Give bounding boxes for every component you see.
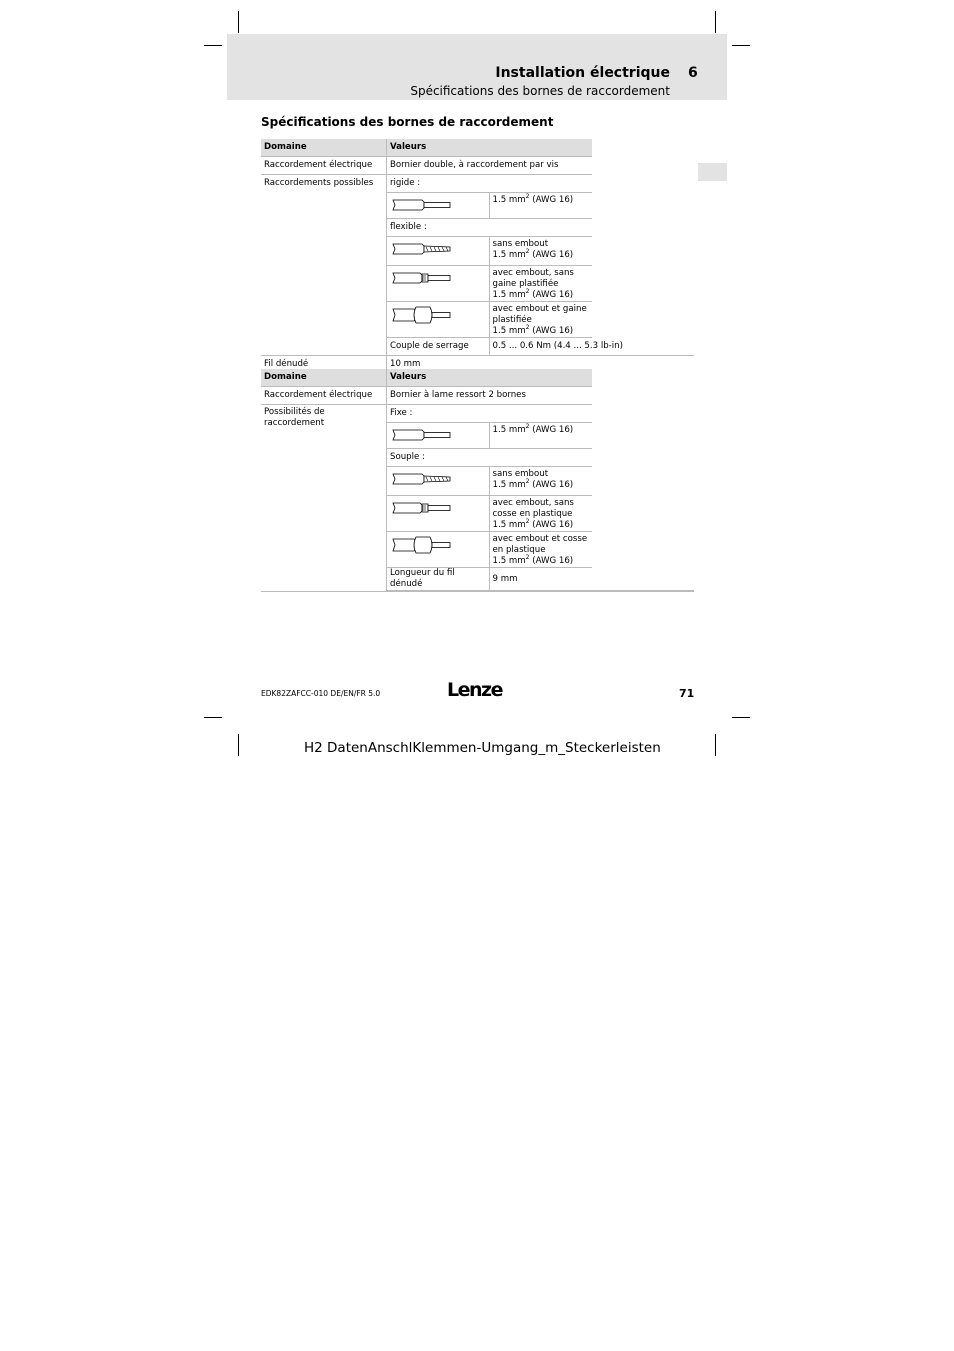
wire-flex-bare-illustration (387, 237, 490, 266)
wire-spec (489, 532, 592, 568)
row-label: Fil dénudé (261, 356, 387, 375)
wire-rigid-illustration (387, 423, 490, 449)
wire-spec (489, 302, 592, 338)
wire-awg: (AWG 16) (529, 520, 574, 530)
wire-section: 1.5 mm (492, 480, 526, 490)
wire-spec (489, 193, 592, 219)
wire-awg: (AWG 16) (529, 556, 574, 566)
document-code: EDK82ZAFCC-010 DE/EN/FR 5.0 (261, 689, 381, 698)
table-row (261, 175, 694, 193)
superscript: 2 (525, 554, 530, 562)
wire-section: 1.5 mm (492, 250, 526, 260)
spec-table-spring (261, 369, 694, 592)
wire-type: sans embout (492, 469, 549, 479)
wire-type: sans embout (492, 239, 549, 249)
col-header-values: Valeurs (387, 139, 592, 157)
flexible-label: flexible : (387, 219, 592, 237)
table-row (261, 157, 694, 175)
superscript: 2 (525, 248, 530, 256)
flexible-label: Souple : (387, 449, 592, 467)
row-value: 0.5 ... 0.6 Nm (4.4 ... 5.3 lb-in) (489, 338, 694, 356)
col-header-domain: Domaine (261, 139, 387, 157)
chapter-tab (698, 163, 727, 181)
wire-section: 1.5 mm (492, 326, 526, 336)
chapter-subtitle: Spécifications des bornes de raccordement (410, 84, 670, 98)
row-value: Bornier double, à raccordement par vis (387, 157, 592, 175)
row-label: Raccordements possibles (261, 175, 387, 356)
superscript: 2 (525, 288, 530, 296)
wire-spec (489, 237, 592, 266)
superscript: 2 (525, 193, 530, 201)
wire-awg: (AWG 16) (529, 480, 574, 490)
wire-type: avec embout et gaine plastifiée (492, 304, 587, 325)
table-row (261, 387, 694, 405)
page-caption: H2 DatenAnschlKlemmen-Umgang_m_Steckerleisten (304, 740, 661, 756)
wire-section: 1.5 mm (492, 195, 526, 205)
wire-type: avec embout et cosse en plastique (492, 534, 588, 555)
row-value: Bornier à lame ressort 2 bornes (387, 387, 592, 405)
col-header-domain: Domaine (261, 369, 387, 387)
crop-mark (238, 734, 239, 756)
row-value: 9 mm (489, 568, 694, 592)
col-header-values: Valeurs (387, 369, 592, 387)
superscript: 2 (525, 518, 530, 526)
crop-mark (204, 45, 222, 46)
wire-section: 1.5 mm (492, 425, 526, 435)
lenze-logo: Lenze (447, 679, 502, 701)
wire-section: 1.5 mm (492, 290, 526, 300)
wire-flex-ferrule-illustration (387, 496, 490, 532)
wire-flex-insulated-ferrule-illustration (387, 302, 490, 338)
superscript: 2 (525, 324, 530, 332)
wire-section: 1.5 mm (492, 556, 526, 566)
row-label: Possibilités de raccordement (261, 405, 387, 592)
wire-spec (489, 423, 592, 449)
wire-awg: (AWG 16) (529, 250, 574, 260)
wire-awg: (AWG 16) (529, 425, 574, 435)
superscript: 2 (525, 478, 530, 486)
row-label: Longueur du fil dénudé (387, 568, 490, 592)
wire-awg: (AWG 16) (529, 326, 574, 336)
chapter-title: Installation électrique (495, 65, 670, 81)
row-value: 10 mm (387, 356, 592, 375)
crop-mark (732, 717, 750, 718)
page-number: 71 (679, 687, 695, 700)
row-label: Raccordement électrique (261, 157, 387, 175)
table-row (261, 405, 694, 423)
crop-mark (204, 717, 222, 718)
wire-rigid-illustration (387, 193, 490, 219)
table-header-row (261, 369, 694, 387)
wire-flex-insulated-ferrule-illustration (387, 532, 490, 568)
wire-spec (489, 467, 592, 496)
wire-type: avec embout, sans cosse en plastique (492, 498, 574, 519)
crop-mark (732, 45, 750, 46)
chapter-number: 6 (688, 65, 698, 81)
rigid-label: Fixe : (387, 405, 592, 423)
wire-flex-bare-illustration (387, 467, 490, 496)
row-label: Raccordement électrique (261, 387, 387, 405)
spec-table-screw (261, 139, 694, 375)
table-header-row (261, 139, 694, 157)
row-label: Couple de serrage (387, 338, 490, 356)
wire-flex-ferrule-illustration (387, 266, 490, 302)
crop-mark (238, 11, 239, 33)
rigid-label: rigide : (387, 175, 592, 193)
wire-awg: (AWG 16) (529, 290, 574, 300)
wire-spec (489, 266, 592, 302)
crop-mark (715, 11, 716, 33)
wire-spec (489, 496, 592, 532)
section-title: Spécifications des bornes de raccordement (261, 115, 554, 129)
superscript: 2 (525, 423, 530, 431)
wire-section: 1.5 mm (492, 520, 526, 530)
wire-awg: (AWG 16) (529, 195, 574, 205)
crop-mark (715, 734, 716, 756)
wire-type: avec embout, sans gaine plastifiée (492, 268, 574, 289)
